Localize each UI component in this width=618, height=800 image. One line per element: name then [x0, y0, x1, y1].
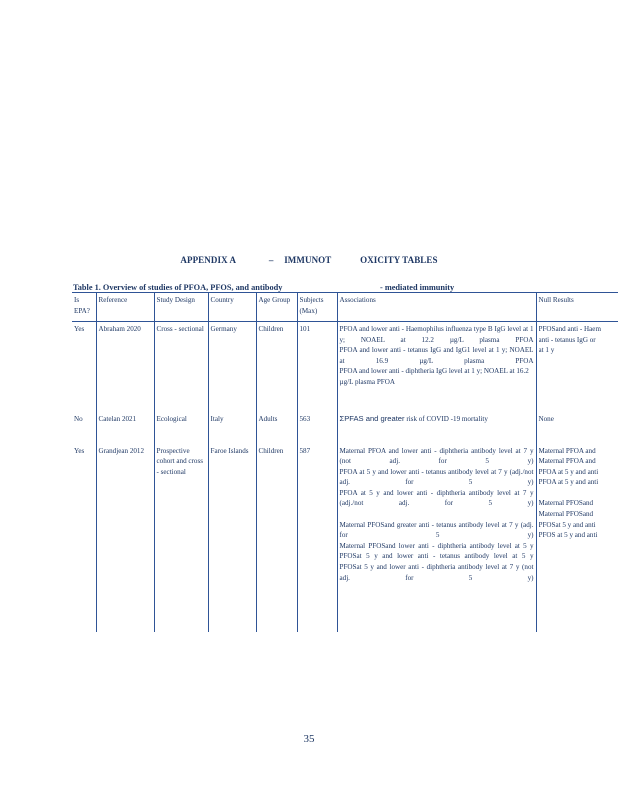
cell-null-results	[536, 412, 618, 444]
cell-country: Italy	[208, 412, 256, 444]
spacer	[539, 488, 618, 499]
appendix-heading	[0, 255, 618, 265]
cell-reference: Abraham 2020	[96, 322, 154, 412]
col-study-design: Study Design	[154, 293, 208, 322]
null-result-line: PFOA at 5 y and anti	[538, 467, 599, 476]
heading-appendix: APPENDIX A	[180, 255, 237, 265]
table-caption-right: - mediated immunity	[380, 283, 455, 292]
cell-associations	[337, 322, 536, 412]
col-reference: Reference	[96, 293, 154, 322]
association-rest: risk of COVID -19 mortality	[406, 414, 488, 423]
association-prefix: ΣPFAS and greater	[339, 413, 405, 423]
null-result-line: anti - tetanus IgG or	[538, 335, 596, 344]
cell-is-epa: No	[74, 414, 83, 423]
page-number: 35	[303, 733, 315, 745]
table-caption-left: Table 1. Overview of studies of PFOA, PFOS, and antibody	[73, 283, 283, 292]
null-result-line: Maternal PFOA and	[538, 457, 596, 466]
cell-country: Faroe Islands	[208, 444, 256, 632]
cell-subjects: 563	[297, 412, 337, 444]
col-age-group: Age Group	[256, 293, 297, 322]
table-row	[72, 412, 618, 444]
cell-is-epa: Yes	[74, 325, 85, 333]
null-result-line: PFOA at 5 y and anti	[538, 478, 599, 487]
table-row	[72, 322, 618, 412]
null-result-line: None	[538, 414, 554, 423]
null-result-line: at 1 y	[538, 346, 555, 355]
heading-immunot: IMMUNOT	[284, 255, 332, 265]
cell-age: Children	[256, 444, 297, 632]
cell-null-results	[536, 322, 618, 412]
association-line: Maternal PFOSand greater anti - tetanus antibody level at 7 y (adj. for 5 y)	[339, 520, 534, 540]
association-line: Maternal PFOSand lower anti - diphtheria antibody level at 5 y	[339, 541, 534, 550]
cell-age: Adults	[256, 412, 297, 444]
heading-oxicity: OXICITY TABLES	[360, 255, 438, 265]
cell-subjects: 587	[297, 444, 337, 632]
cell-null-results	[536, 444, 618, 632]
col-is-epa: Is EPA?	[72, 293, 96, 322]
association-line: PFOA and lower anti - Haemophilus influenza type B IgG level at 1 y; NOAEL at 12.2 µg/L plasma PFOA	[339, 325, 534, 344]
cell-is-epa: Yes	[74, 446, 85, 455]
col-country: Country	[208, 293, 256, 322]
cell-age: Children	[256, 322, 297, 412]
null-result-line: Maternal PFOSand	[538, 499, 594, 508]
cell-design: Cross - sectional	[154, 322, 208, 412]
null-result-line: Maternal PFOA and	[538, 446, 596, 455]
table-row	[72, 444, 618, 632]
association-line: PFOA and lower anti - diphtheria IgG level at 1 y; NOAEL at 16.2 µg/L plasma PFOA	[339, 367, 529, 386]
cell-associations	[337, 444, 536, 632]
cell-reference: Grandjean 2012	[96, 444, 154, 632]
null-result-line: PFOSat 5 y and anti	[538, 520, 596, 529]
table-header-row	[72, 293, 618, 322]
cell-design: Prospective cohort and cross - sectional	[154, 444, 208, 632]
studies-table	[72, 292, 618, 632]
null-result-line: PFOS at 5 y and anti	[538, 531, 598, 540]
association-line: PFOA at 5 y and lower anti - tetanus antibody level at 7 y (adj./not adj. for 5 y)	[339, 467, 534, 487]
association-line: PFOA and lower anti - tetanus IgG and IgG1 level at 1 y; NOAEL at 16.9 µg/L plasma PFOA	[339, 346, 534, 365]
association-line: Maternal PFOA and lower anti - diphtheria antibody level at 7 y (not adj. for 5 y)	[339, 446, 534, 466]
cell-country: Germany	[208, 322, 256, 412]
spacer	[340, 509, 534, 520]
col-subjects: Subjects (Max)	[297, 293, 337, 322]
heading-dash: –	[268, 255, 274, 265]
col-associations: Associations	[337, 293, 536, 322]
cell-reference: Catelan 2021	[96, 412, 154, 444]
cell-design: Ecological	[154, 412, 208, 444]
association-line: PFOSat 5 y and lower anti - diphtheria antibody level at 7 y (not adj. for 5 y)	[339, 563, 534, 582]
association-line: PFOSat 5 y and lower anti - tetanus antibody level at 5 y	[339, 552, 534, 561]
cell-subjects: 101	[297, 322, 337, 412]
col-null-results: Null Results	[536, 293, 618, 322]
cell-associations	[337, 412, 536, 444]
association-line: PFOA at 5 y and lower anti - diphtheria antibody level at 7 y (adj./not adj. for 5 y)	[339, 488, 534, 508]
null-result-line: PFOSand anti - Haem	[538, 325, 601, 333]
null-result-line: Maternal PFOSand	[538, 510, 594, 519]
